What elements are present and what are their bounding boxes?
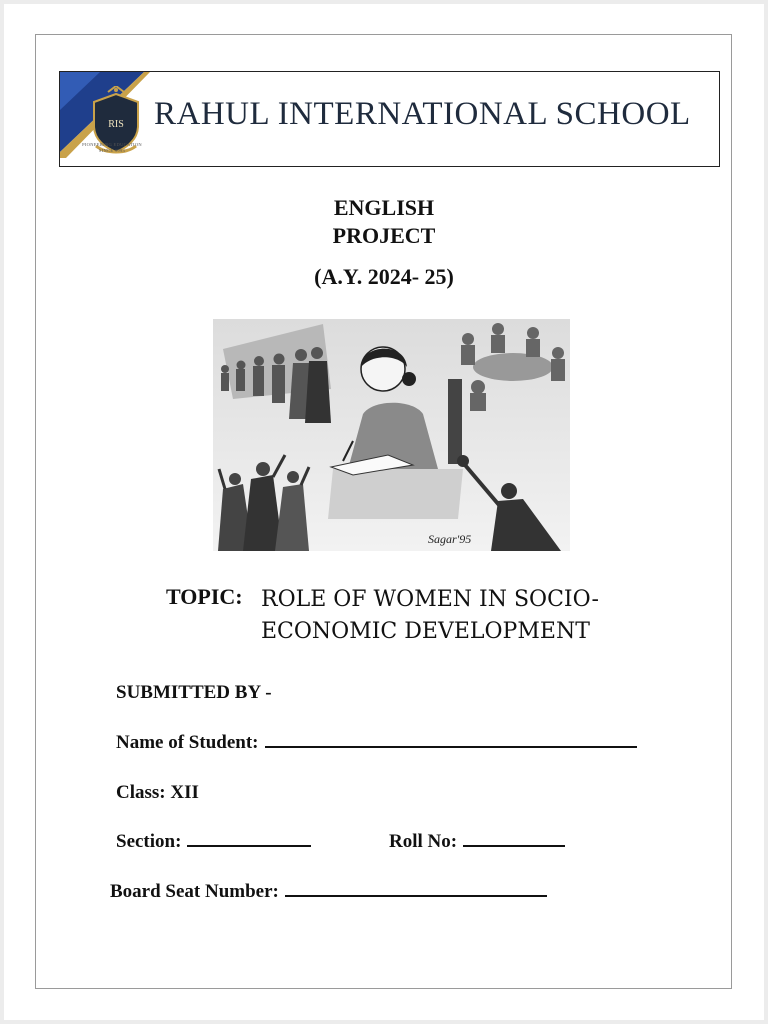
board-seat-blank[interactable] — [285, 881, 547, 897]
crest-initials: RIS — [108, 119, 124, 130]
class-field: Class: XII — [116, 782, 199, 803]
topic-line-2: ECONOMIC DEVELOPMENT — [261, 619, 590, 644]
section-blank[interactable] — [187, 831, 311, 847]
section-label: Section: — [116, 831, 182, 852]
subject-title — [0, 194, 768, 250]
school-name: RAHUL INTERNATIONAL SCHOOL — [154, 96, 691, 132]
topic-label: TOPIC: — [166, 584, 243, 609]
since-text: SINCE 1993 — [98, 148, 126, 153]
tagline-text: PIONEERING EDUCATION — [82, 142, 142, 147]
illustration-signature: Sagar'95 — [428, 532, 472, 546]
roll-number-blank[interactable] — [463, 831, 565, 847]
board-seat-label: Board Seat Number: — [110, 881, 279, 902]
topic-title — [261, 584, 599, 648]
school-banner — [59, 71, 720, 167]
cover-illustration — [213, 319, 570, 551]
subject-line-2: PROJECT — [332, 223, 436, 248]
submitted-by-heading: SUBMITTED BY - — [116, 682, 272, 703]
board-seat-field — [110, 881, 547, 903]
section-field — [116, 831, 311, 853]
roll-number-label: Roll No: — [389, 831, 458, 852]
student-name-label: Name of Student: — [116, 732, 259, 753]
topic-line-1: ROLE OF WOMEN IN SOCIO- — [261, 587, 599, 612]
subject-line-1: ENGLISH — [333, 195, 435, 220]
academic-year: (A.Y. 2024- 25) — [314, 264, 454, 289]
roll-number-field — [389, 831, 565, 853]
student-name-field — [116, 732, 637, 754]
student-name-blank[interactable] — [265, 732, 637, 748]
crest-tagline — [62, 142, 162, 154]
